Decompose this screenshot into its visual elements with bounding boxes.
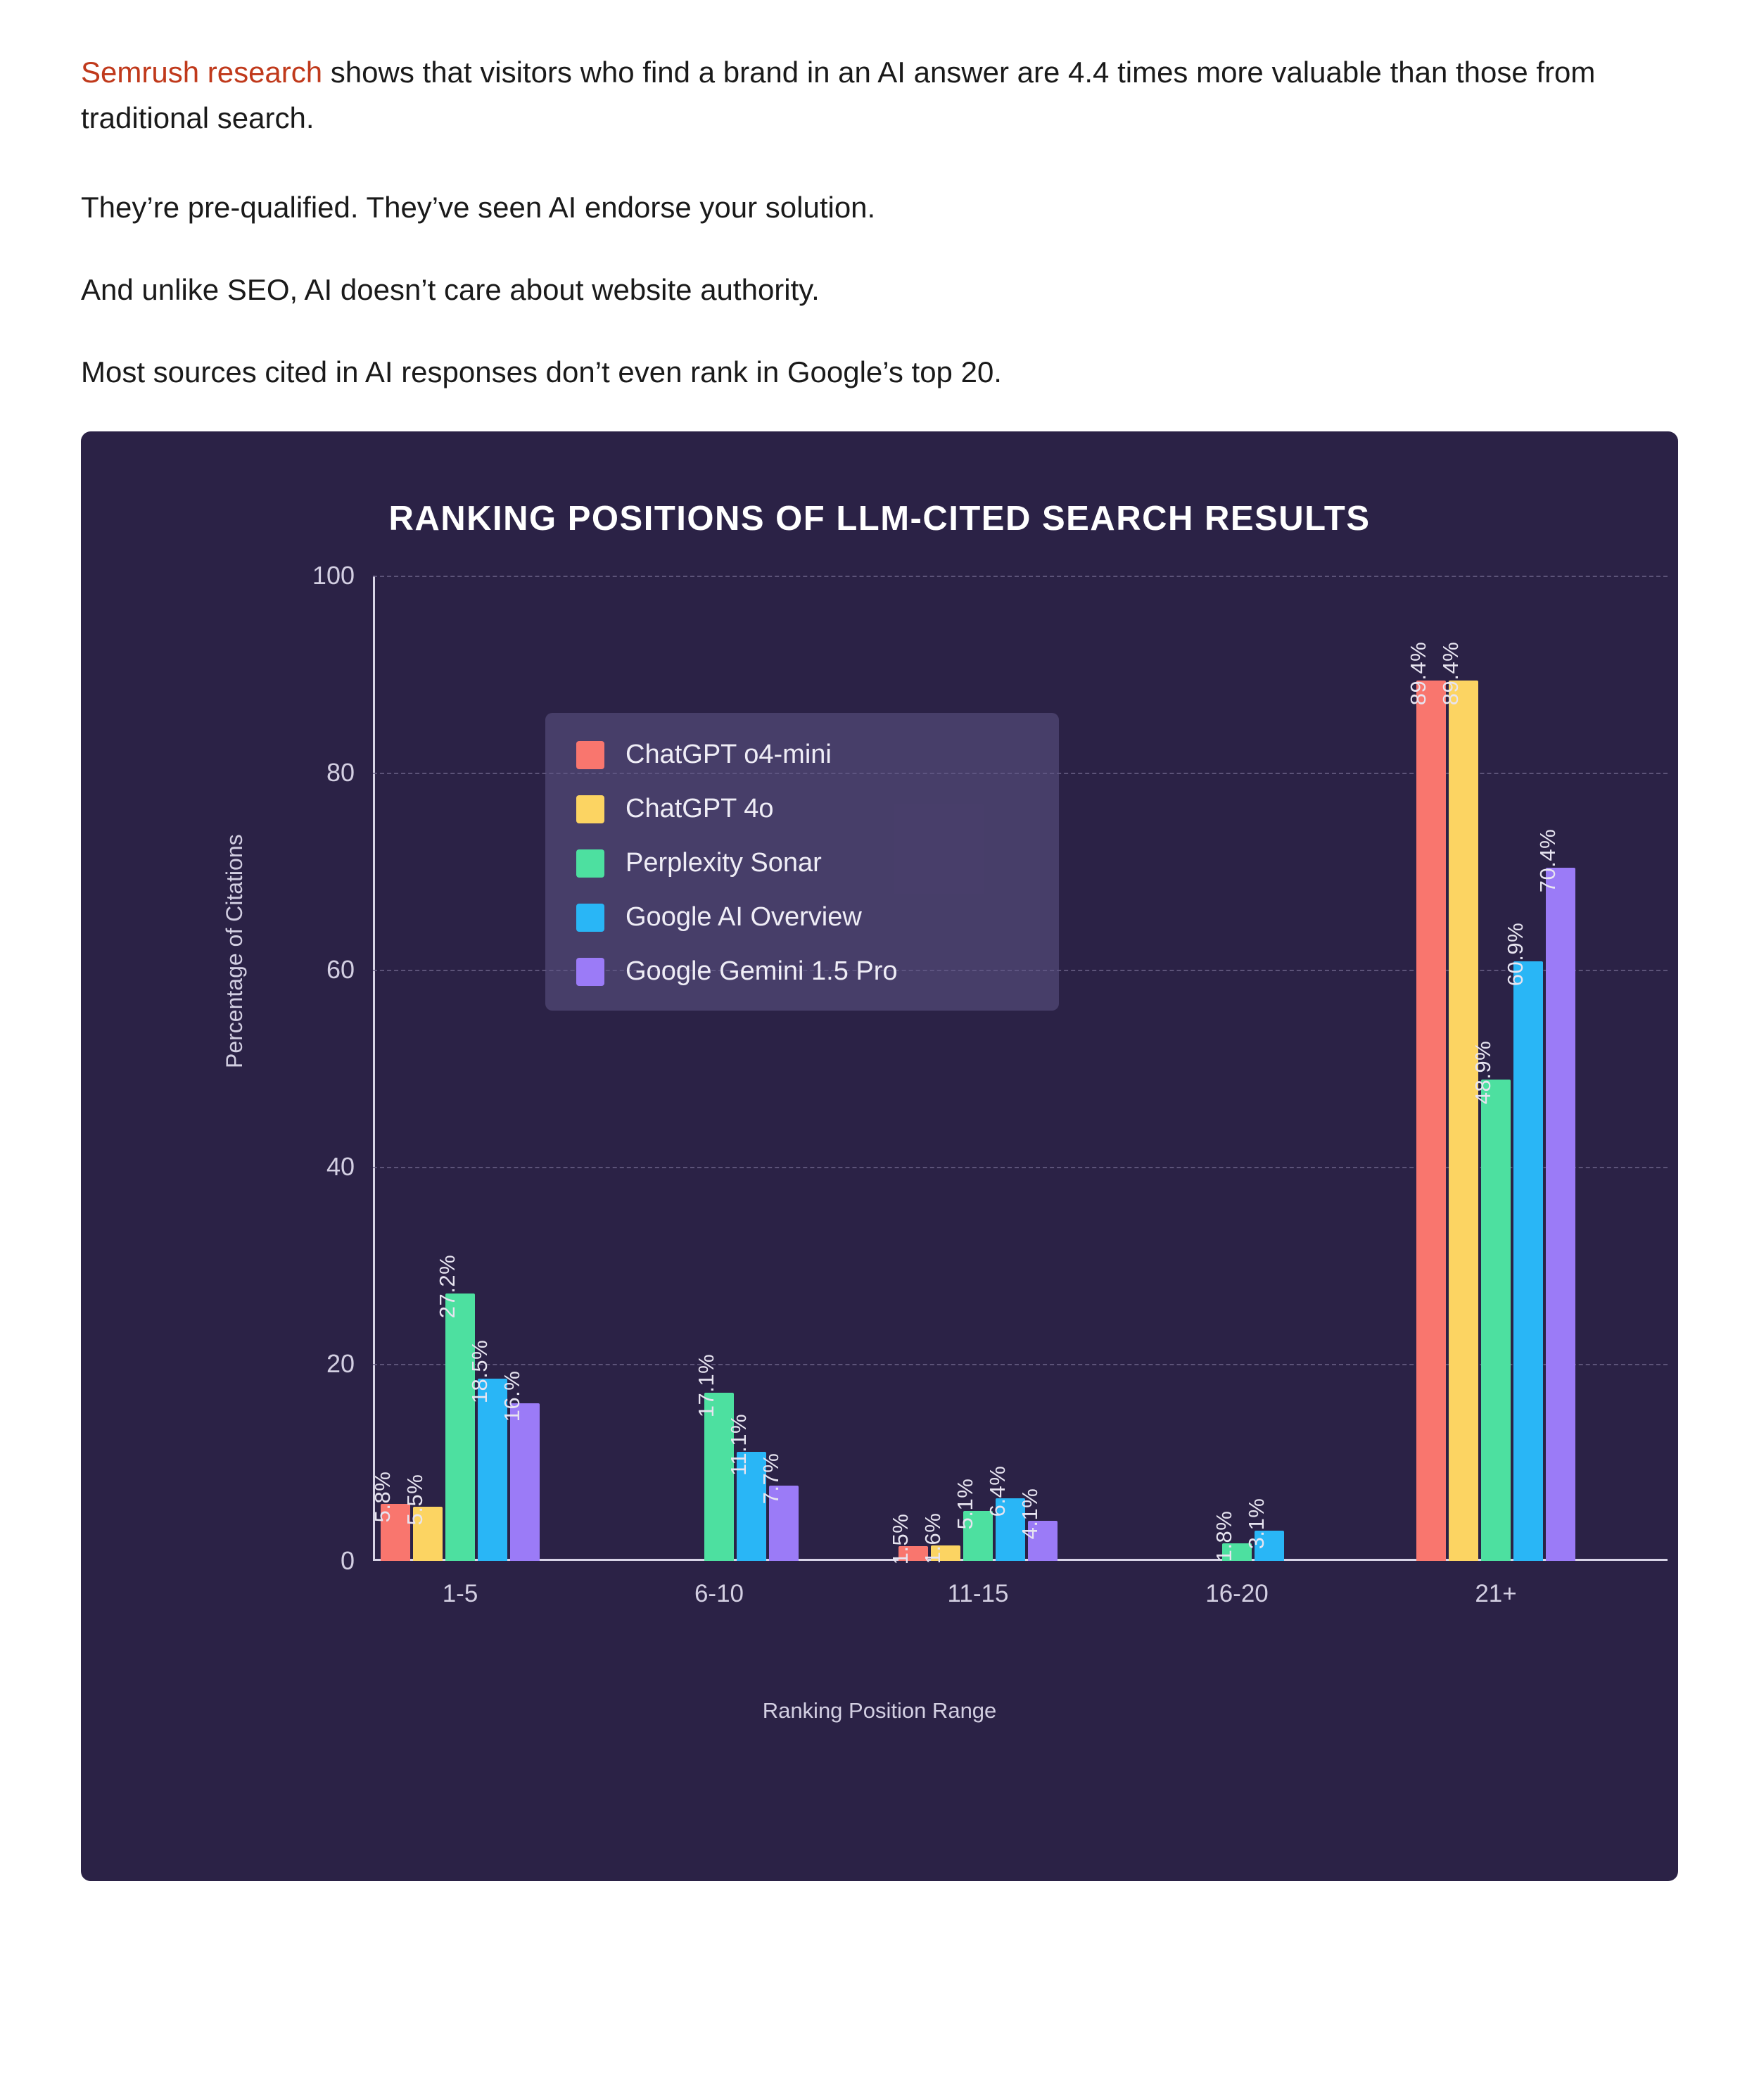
y-tick-label: 100 <box>312 561 355 590</box>
x-tick-label: 1-5 <box>442 1580 478 1608</box>
bar <box>402 1474 443 1561</box>
legend-label: Google Gemini 1.5 Pro <box>626 956 898 987</box>
legend-swatch-icon <box>576 795 604 823</box>
legend-item <box>576 740 1031 770</box>
bar-value-label: 5.8% <box>370 1471 395 1523</box>
bar-value-label: 5.5% <box>402 1474 427 1526</box>
legend-swatch-icon <box>576 904 604 932</box>
bar-value-label: 6.4% <box>985 1465 1010 1517</box>
legend-item <box>576 848 1031 878</box>
bar-value-label: 89.4% <box>1438 641 1463 706</box>
bar-value-label: 70.4% <box>1535 828 1560 893</box>
legend-label: ChatGPT 4o <box>626 794 774 824</box>
bar <box>758 1453 799 1562</box>
chart-card <box>81 431 1678 1881</box>
bar <box>1017 1488 1058 1561</box>
semrush-research-link[interactable]: Semrush research <box>81 56 323 89</box>
y-tick-label: 80 <box>326 758 355 788</box>
x-tick-label: 6-10 <box>694 1580 744 1608</box>
legend-item <box>576 794 1031 824</box>
legend-label: ChatGPT o4-mini <box>626 740 832 770</box>
legend-swatch-icon <box>576 741 604 769</box>
paragraph-1 <box>81 49 1678 141</box>
bar-group <box>370 576 540 1561</box>
chart-legend <box>545 713 1059 1011</box>
x-axis-label: Ranking Position Range <box>762 1698 997 1723</box>
legend-item <box>576 902 1031 932</box>
bar-value-label: 17.1% <box>694 1353 718 1418</box>
bar <box>435 1254 475 1562</box>
bar-value-label: 4.1% <box>1017 1488 1042 1540</box>
bar-value-label: 1.5% <box>888 1514 913 1565</box>
x-tick-label: 11-15 <box>947 1580 1009 1608</box>
bar-value-label: 3.1% <box>1244 1498 1269 1550</box>
paragraph-3: And unlike SEO, AI doesn’t care about website authority. <box>81 273 820 307</box>
legend-label: Google AI Overview <box>626 902 862 932</box>
bar-value-label: 1.6% <box>920 1512 945 1564</box>
bar-value-label: 18.5% <box>467 1340 492 1404</box>
y-tick-label: 0 <box>340 1546 355 1576</box>
legend-swatch-icon <box>576 849 604 878</box>
bar <box>1503 922 1543 1562</box>
paragraph-1-rest: shows that visitors who find a brand in an AI answer are 4.4 times more valuable than those from traditional search. <box>81 56 1596 135</box>
bar-value-label: 89.4% <box>1406 641 1430 706</box>
article-text <box>0 0 1759 395</box>
bar <box>1535 828 1575 1562</box>
bar <box>500 1371 540 1561</box>
y-tick-label: 20 <box>326 1349 355 1379</box>
legend-swatch-icon <box>576 958 604 986</box>
paragraph-4: Most sources cited in AI responses don’t even rank in Google’s top 20. <box>81 355 1002 389</box>
x-tick-label: 21+ <box>1475 1580 1517 1608</box>
bar-value-label: 7.7% <box>758 1453 783 1505</box>
x-tick-label: 16-20 <box>1205 1580 1269 1608</box>
bar <box>1406 641 1446 1562</box>
bar-group <box>1406 576 1575 1561</box>
bar-value-label: 48.9% <box>1471 1040 1495 1105</box>
bar-value-label: 1.8% <box>1212 1510 1236 1562</box>
bar <box>1244 1498 1284 1561</box>
bar-value-label: 5.1% <box>953 1478 977 1530</box>
legend-item <box>576 956 1031 987</box>
bar <box>1438 641 1478 1562</box>
bar <box>1471 1040 1511 1562</box>
y-axis-label: Percentage of Citations <box>222 834 247 1069</box>
bar-value-label: 16.% <box>500 1371 524 1422</box>
bar-value-label: 60.9% <box>1503 922 1528 987</box>
legend-label: Perplexity Sonar <box>626 848 822 878</box>
bar <box>920 1512 960 1564</box>
bar-value-label: 11.1% <box>726 1414 751 1476</box>
y-tick-label: 60 <box>326 955 355 985</box>
bar <box>953 1478 993 1561</box>
y-axis <box>373 576 375 1561</box>
chart-title: RANKING POSITIONS OF LLM-CITED SEARCH RESULTS <box>388 500 1371 538</box>
y-tick-label: 40 <box>326 1152 355 1182</box>
bar-group <box>1157 576 1316 1561</box>
bar-value-label: 27.2% <box>435 1254 459 1318</box>
paragraph-2: They’re pre-qualified. They’ve seen AI endorse your solution. <box>81 191 876 224</box>
